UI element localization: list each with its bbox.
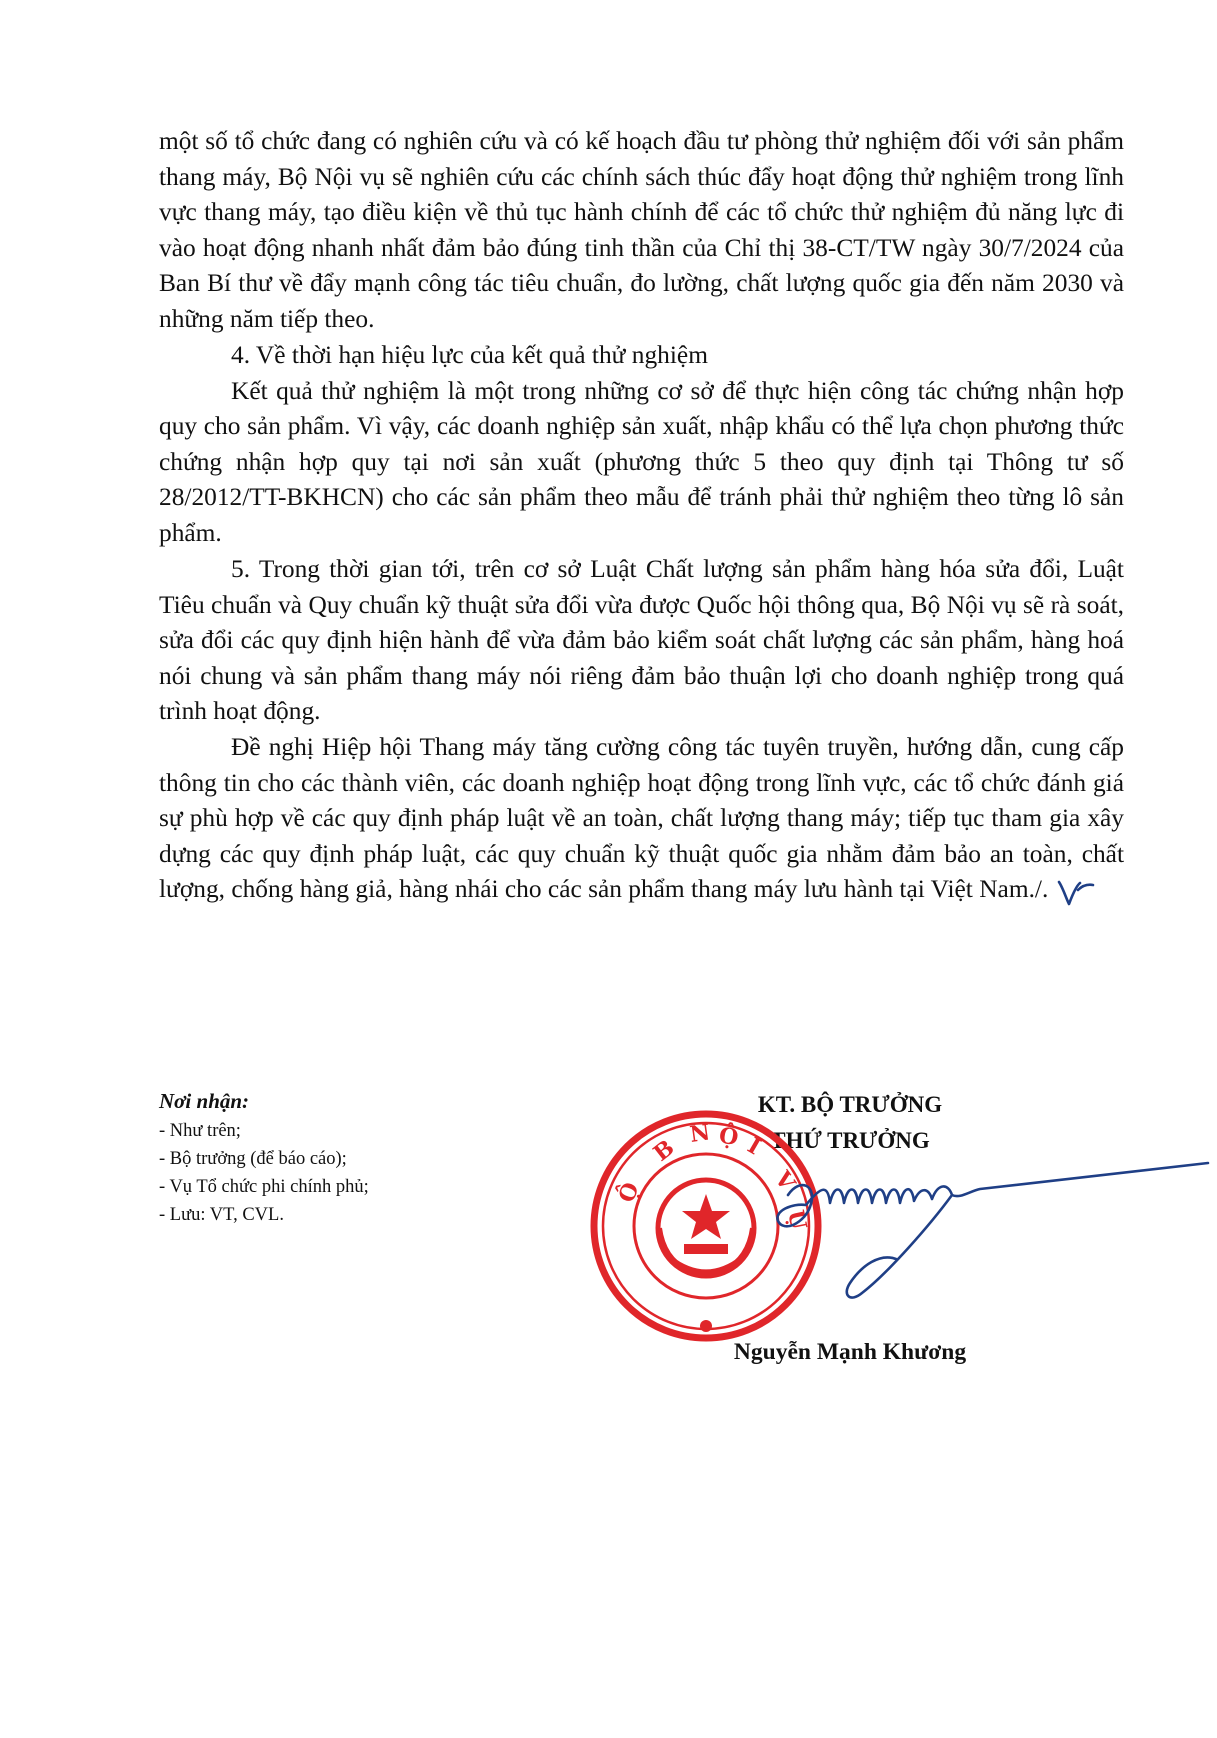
svg-text:I: I: [743, 1132, 765, 1161]
svg-text:Ụ: Ụ: [782, 1207, 812, 1233]
recipients-title: Nơi nhận:: [159, 1089, 250, 1113]
recipient-item: - Vụ Tổ chức phi chính phủ;: [159, 1177, 369, 1197]
svg-text:Ộ: Ộ: [716, 1122, 741, 1152]
paragraph-section-5: 5. Trong thời gian tới, trên cơ sở Luật Chất lượng sản phẩm hàng hóa sửa đổi, Luật Tiêu chuẩn và Quy chuẩn kỹ thuật sửa đổi vừa được Quốc hội thông qua, Bộ Nội vụ sẽ rà soát, sửa đổi các quy định hiện hành để vừa đảm bảo kiểm soát chất lượng các sản phẩm, hàng hoá nói chung và sản phẩm thang máy nói riêng đảm bảo thuận lợi cho doanh nghiệp trong quá trình hoạt động.: [159, 555, 1124, 726]
signer-role-line2: THỨ TRƯỞNG: [770, 1128, 930, 1153]
paragraph-request-text: Đề nghị Hiệp hội Thang máy tăng cường công tác tuyên truyền, hướng dẫn, cung cấp thông tin cho các thành viên, các doanh nghiệp hoạt động trong lĩnh vực, các tổ chức đánh giá sự phù hợp về các quy định pháp luật về an toàn, chất lượng thang máy; tiếp tục tham gia xây dựng các quy định pháp luật, các quy chuẩn kỹ thuật quốc gia nhằm đảm bảo an toàn, chất lượng, chống hàng giả, hàng nhái cho các sản phẩm thang máy lưu hành tại Việt Nam./.: [159, 733, 1124, 904]
recipient-item: - Bộ trưởng (để báo cáo);: [159, 1149, 347, 1169]
signer-role-line1: KT. BỘ TRƯỞNG: [757, 1092, 943, 1117]
svg-text:Ộ: Ộ: [613, 1178, 645, 1207]
section-heading-4: 4. Về thời hạn hiệu lực của kết quả thử nghiệm: [231, 340, 708, 369]
recipient-item: - Lưu: VT, CVL.: [159, 1205, 284, 1225]
svg-text:V: V: [769, 1166, 801, 1196]
paragraph-continuation: một số tổ chức đang có nghiên cứu và có kế hoạch đầu tư phòng thử nghiệm đối với sản phẩm thang máy, Bộ Nội vụ sẽ nghiên cứu các chính sách thúc đẩy hoạt động thử nghiệm trong lĩnh vực thang máy, tạo điều kiện về thủ tục hành chính để các tổ chức thử nghiệm đủ năng lực đi vào hoạt động nhanh nhất đảm bảo đúng tinh thần của Chỉ thị 38-CT/TW ngày 30/7/2024 của Ban Bí thư về đẩy mạnh công tác tiêu chuẩn, đo lường, chất lượng quốc gia đến năm 2030 và những năm tiếp theo.: [159, 127, 1124, 333]
svg-text:B: B: [648, 1134, 680, 1167]
recipient-item: - Như trên;: [159, 1121, 241, 1141]
signer-name: Nguyễn Mạnh Khương: [733, 1339, 967, 1365]
recipients-list: [159, 1117, 539, 1229]
document-body: [159, 124, 1124, 909]
recipients-block: [159, 1087, 539, 1229]
initial-mark-icon: [1056, 874, 1096, 908]
svg-text:N: N: [688, 1119, 712, 1148]
signature-icon: [770, 1155, 1210, 1325]
paragraph-request: [159, 730, 1124, 908]
paragraph-test-results: Kết quả thử nghiệm là một trong những cơ sở để thực hiện công tác chứng nhận hợp quy cho sản phẩm. Vì vậy, các doanh nghiệp sản xuất, nhập khẩu có thể lựa chọn phương thức chứng nhận hợp quy tại nơi sản xuất (phương thức 5 theo quy định tại Thông tư số 28/2012/TT-BKHCN) cho các sản phẩm theo mẫu để tránh phải thử nghiệm theo từng lô sản phẩm.: [159, 376, 1124, 547]
